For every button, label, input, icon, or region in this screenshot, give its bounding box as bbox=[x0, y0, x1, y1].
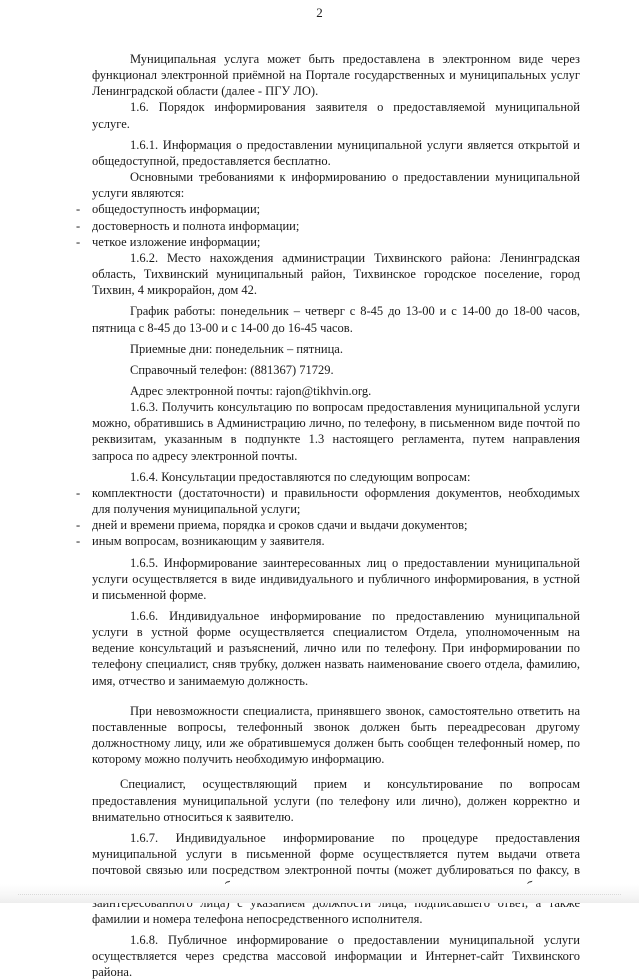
paragraph-section-1-6-1: 1.6.1. Информация о предоставлении муниципальной услуги является открытой и общедоступной, предоставляется бесплатно. bbox=[92, 137, 580, 168]
list-item-document-completeness: - комплектности (достаточности) и правильности оформления документов, необходимых для получения муниципальной услуги; bbox=[92, 485, 580, 517]
paragraph-work-schedule: График работы: понедельник – четверг с 8-45 до 13-00 и с 14-00 до 18-00 часов, пятница с 8-45 до 13-00 и с 14-00 до 16-45 часов. bbox=[92, 304, 580, 335]
paragraph-reception-days: Приемные дни: понедельник – пятница. bbox=[130, 341, 343, 356]
paragraph-section-1-6-3: 1.6.3. Получить консультацию по вопросам предоставления муниципальной услуги можно, обратившись в Администрацию лично, по телефону, в письменном виде почтой по реквизитам, указанным в подпункте 1.3 настоящего регламента, путем направления запроса по адресу электронной почты. bbox=[92, 400, 580, 463]
paragraph-section-1-6-2-location: 1.6.2. Место нахождения администрации Тихвинского района: Ленинградская область, Тихвинский муниципальный район, Тихвинское городское поселение, город Тихвин, 4 микрорайон, дом 42. bbox=[92, 250, 580, 298]
paragraph-section-1-6-7: 1.6.7. Индивидуальное информирование по процедуре предоставления муниципальной услуги в письменной форме осуществляется путем выдачи ответа почтовой связью или посредством электронной почты (может дублироваться по факсу, в фамилии и номера телефона непосредственного исполнителя. bbox=[92, 830, 580, 926]
paragraph-electronic-service: Муниципальная услуга может быть предоставлена в электронном виде через функционал электронной приёмной на Портале государственных и муниципальных услуг Ленинградской области (далее - ПГУ ЛО). bbox=[92, 52, 580, 99]
paragraph-section-1-6-5: 1.6.5. Информирование заинтересованных лиц о предоставлении муниципальной услуги осуществляется в виде индивидуального и публичного информирования, в устной и письменной форме. bbox=[92, 555, 580, 602]
document-body bbox=[92, 51, 580, 980]
list-item-clarity: - четкое изложение информации; bbox=[92, 234, 580, 250]
list-item-accessibility: - общедоступность информации; bbox=[92, 201, 580, 217]
paragraph-email-address: Адрес электронной почты: rajon@tikhvin.org. bbox=[130, 383, 372, 398]
scan-artifact-line bbox=[18, 894, 621, 895]
page-number: 2 bbox=[316, 5, 323, 20]
paragraph-requirements-intro: Основными требованиями к информированию о предоставлении муниципальной услуги являются: bbox=[92, 170, 580, 201]
paragraph-section-1-6-6: 1.6.6. Индивидуальное информирование по предоставлению муниципальной услуги в устной форме осуществляется специалистом Отдела, уполномоченным на ведение консультаций и разъяснений, лично или по телефону. При информировании по телефону специалист, сняв трубку, должен назвать наименование своего отдела, фамилию, имя, отчество и занимаемую должность. bbox=[92, 609, 580, 688]
paragraph-reference-phone: Справочный телефон: (881367) 71729. bbox=[130, 362, 334, 377]
list-item-reception-time: - дней и времени приема, порядка и сроков сдачи и выдачи документов; bbox=[92, 517, 580, 533]
paragraph-section-1-6: 1.6. Порядок информирования заявителя о предоставляемой муниципальной услуге. bbox=[92, 100, 580, 131]
paragraph-section-1-6-8: 1.6.8. Публичное информирование о предоставлении муниципальной услуги осуществляется через средства массовой информации и Интернет-сайт Тихвинского района. bbox=[92, 932, 580, 980]
list-item-other-questions: - иным вопросам, возникающим у заявителя. bbox=[92, 533, 580, 549]
paragraph-specialist-conduct: Специалист, осуществляющий прием и консультирование по вопросам предоставления муниципальной услуги (по телефону или лично), должен корректно и внимательно относиться к заявителю. bbox=[92, 777, 580, 824]
list-item-reliability: - достоверность и полнота информации; bbox=[92, 218, 580, 234]
paragraph-call-redirect: При невозможности специалиста, принявшего звонок, самостоятельно ответить на поставленные вопросы, телефонный звонок должен быть переадресован другому должностному лицу, или же обратившемуся должен быть сообщен телефонный номер, по которому можно получить необходимую информацию. bbox=[92, 703, 580, 767]
paragraph-section-1-6-4: 1.6.4. Консультации предоставляются по следующим вопросам: bbox=[130, 469, 471, 484]
